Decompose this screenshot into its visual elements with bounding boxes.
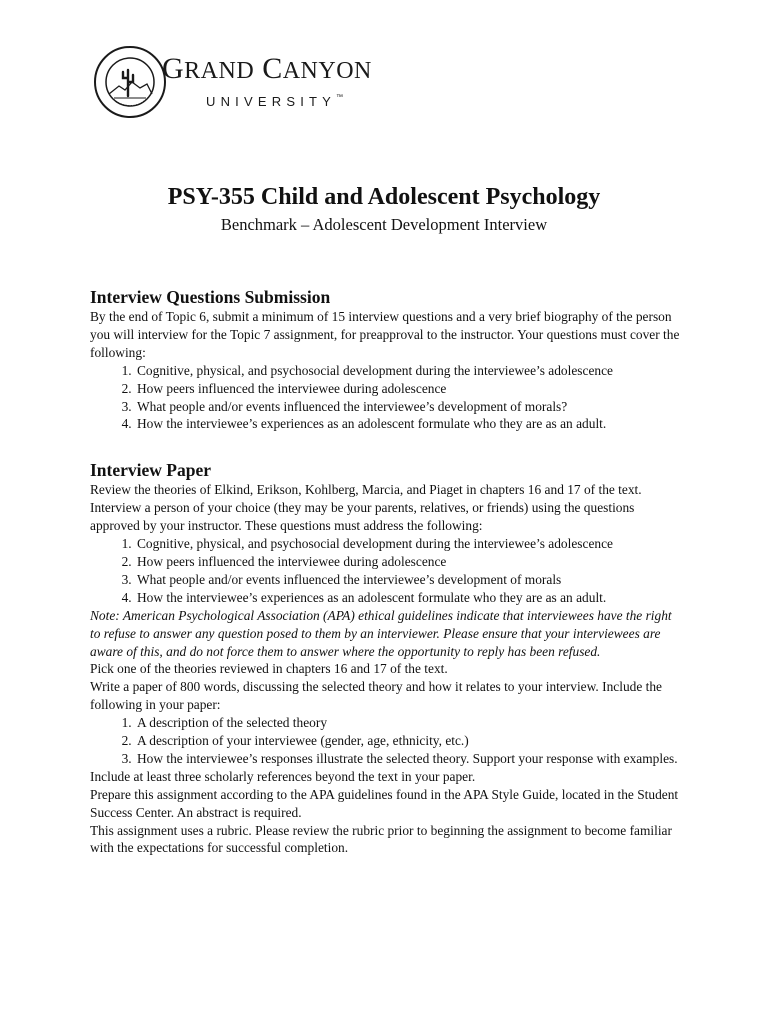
document-subtitle: Benchmark – Adolescent Development Interview [220, 215, 548, 234]
numbered-list [90, 535, 680, 607]
paragraph: Write a paper of 800 words, discussing the selected theory and how it relates to your interview. Include the following in your paper: [90, 679, 662, 713]
university-logo [92, 44, 402, 124]
paragraph: Prepare this assignment according to the APA guidelines found in the APA Style Guide, located in the Student Success Center. An abstract is required. [90, 786, 679, 820]
paragraph: Review the theories of Elkind, Erikson, Kohlberg, Marcia, and Piaget in chapters 16 and 17 of the text. [90, 482, 642, 498]
paragraph: Pick one of the theories reviewed in chapters 16 and 17 of the text. [90, 661, 448, 677]
list-item: 4. How the interviewee’s experiences as an adolescent formulate who they are as an adult. [135, 589, 680, 607]
list-item: 4. How the interviewee’s experiences as an adolescent formulate who they are as an adult. [135, 415, 680, 433]
logo-wordmark-line2: UNIVERSITY™ [206, 94, 344, 109]
paragraph: By the end of Topic 6, submit a minimum of 15 interview questions and a very brief biography of the person you will interview for the Topic 7 assignment, for preapproval to the instructor. Your questions must cover the following: [90, 309, 680, 360]
list-item: 2. How peers influenced the interviewee during adolescence [135, 553, 680, 571]
section-heading-paper: Interview Paper [90, 460, 212, 481]
paragraph: Interview a person of your choice (they may be your parents, relatives, or friends) using the questions approved by your instructor. These questions must address the following: [90, 500, 635, 534]
list-item: 2. A description of your interviewee (gender, age, ethnicity, etc.) [135, 732, 680, 750]
paragraph: Include at least three scholarly references beyond the text in your paper. [90, 768, 476, 784]
ethics-note: Note: American Psychological Association (APA) ethical guidelines indicate that interviewees have the right to refuse to answer any question posed to them by an interviewer. Please ensure that your interviewees are aware of this, and do not force them to answer where the opportunity to reply has been refused. [90, 607, 672, 659]
list-item: 2. How peers influenced the interviewee during adolescence [135, 380, 680, 398]
list-item: 3. What people and/or events influenced the interviewee’s development of morals? [135, 398, 680, 416]
document-body [90, 286, 680, 857]
university-seal-icon [92, 44, 168, 120]
list-item: 1. Cognitive, physical, and psychosocial development during the interviewee’s adolescence [135, 362, 680, 380]
list-item: 3. What people and/or events influenced the interviewee’s development of morals [135, 571, 680, 589]
logo-wordmark-line1: GRAND CANYON [162, 52, 372, 85]
numbered-list [90, 362, 680, 434]
document-title: PSY-355 Child and Adolescent Psychology [167, 184, 601, 210]
numbered-list [90, 714, 680, 768]
paragraph: This assignment uses a rubric. Please review the rubric prior to beginning the assignment to become familiar with the expectations for successful completion. [90, 822, 672, 856]
list-item: 3. How the interviewee’s responses illustrate the selected theory. Support your response with examples. [135, 750, 680, 768]
section-heading-questions: Interview Questions Submission [90, 287, 331, 307]
list-item: 1. A description of the selected theory [135, 714, 680, 732]
list-item: 1. Cognitive, physical, and psychosocial development during the interviewee’s adolescence [135, 535, 680, 553]
